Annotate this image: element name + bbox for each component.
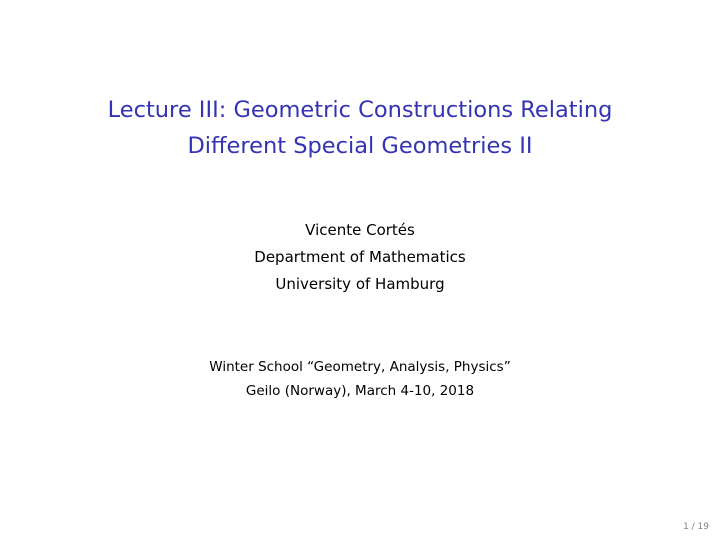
event-info <box>0 355 720 403</box>
slide-title <box>0 92 720 164</box>
title-line-1: Lecture III: Geometric Constructions Relating <box>107 97 613 123</box>
author-university: University of Hamburg <box>275 275 445 293</box>
event-location-date: Geilo (Norway), March 4-10, 2018 <box>245 383 475 399</box>
author-info <box>0 217 720 298</box>
author-name: Vicente Cortés <box>305 221 415 239</box>
event-name: Winter School “Geometry, Analysis, Physics” <box>209 359 511 375</box>
author-department: Department of Mathematics <box>254 248 466 266</box>
page-number: 1 / 19 <box>683 522 709 532</box>
title-line-2: Different Special Geometries II <box>187 133 533 159</box>
